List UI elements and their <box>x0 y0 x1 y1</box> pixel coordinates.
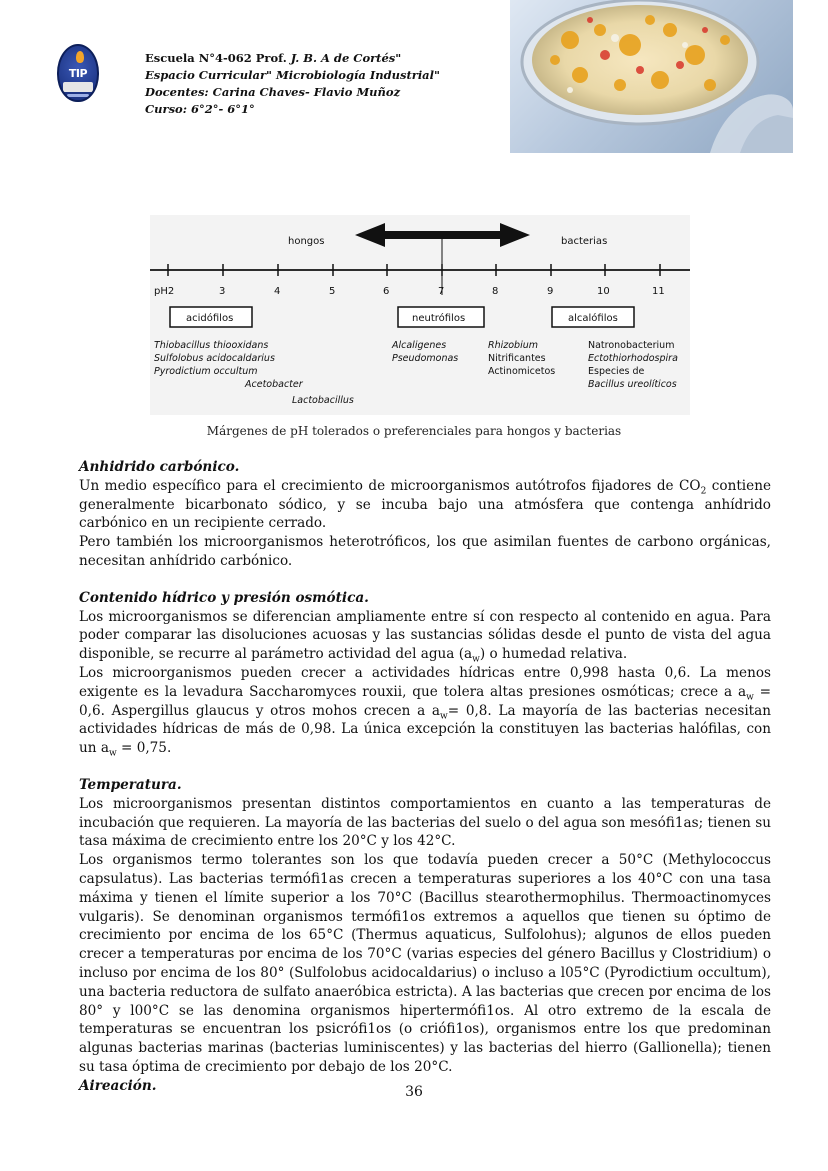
flame-icon <box>76 51 84 63</box>
label-fungi: hongos <box>288 236 325 247</box>
species-acid-1: Thiobacillus thiooxidans <box>154 340 269 351</box>
species-neutral-5: Actinomicetos <box>488 366 556 377</box>
section-title-co2: Anhidrido carbónico. <box>79 459 240 475</box>
section-title-water: Contenido hídrico y presión osmótica. <box>79 589 369 606</box>
petri-dish-photo <box>510 0 793 153</box>
section-title-temperature: Temperatura. <box>79 776 182 793</box>
species-neutral-4: Nitrificantes <box>488 353 546 364</box>
school-logo <box>57 44 99 102</box>
logo-letters: ТІР <box>68 67 88 80</box>
logo-band <box>63 82 93 92</box>
document-header <box>145 50 440 118</box>
ph-range-figure <box>150 215 690 415</box>
species-acid-4: Acetobacter <box>245 379 303 390</box>
paragraph-temperature-2: Los organismos termo tolerantes son los que todavía pueden crecer a 50°C (Methylococcus capsulatus). Las bacterias termófi1as crecen a temperaturas superiores a los 40°C con una tasa máxima y tienen el límite superior a los 70°C (Bacillus stearothermophilus. Thermoactinomyces vulgaris). Se denominan organismos termófi1os extremos a aquellos que tienen su óptimo de crecimiento por encima de los 65°C (Thermus aquaticus, Sulfolohus); algunos de ellos pueden crecer a temperaturas por encima de los 70°C (varias especies del género Bacillus y Clostridium) o incluso por encima de los 80° (Sulfolobus acidocaldarius) o incluso a l05°C (Pyrodictium occultum), una bacteria reductora de sulfato anaeróbica estricta). A las bacterias que crecen por encima de los 80° y l00°C se las denomina organismos hipertermófi1os. Al otro extremo de la escala de temperaturas se encuentran los psicrófi1os (o criófi1os), organismos entre los que predominan algunas bacterias marinas (bacterias luminiscentes) y las bacterias del hierro (Gallionella); tienen su tasa óptima de crecimiento por debajo de los 20°C. <box>79 852 771 1075</box>
ph-label: pH2 <box>154 286 175 297</box>
species-acid-3: Pyrodictium occultum <box>154 366 258 377</box>
label-bacteria: bacterias <box>561 236 608 247</box>
species-neutral-1: Alcaligenes <box>392 340 447 351</box>
species-acid-5: Lactobacillus <box>292 395 354 406</box>
document-body <box>79 458 771 1096</box>
ph-scale-diagram <box>150 215 690 415</box>
species-neutral-3: Rhizobium <box>488 340 539 351</box>
paragraph-co2-1: Un medio específico para el crecimiento de microorganismos autótrofos fijadores de $CO_2$ contiene generalmente bicarbonato sódico, y se incuba bajo una atmósfera que contenga anhídrido carbónico en un recipiente cerrado. <box>79 477 771 532</box>
tick-4: 4 <box>274 286 281 297</box>
species-alkaline-2: Ectothiorhodospira <box>588 353 678 364</box>
figure-caption: Márgenes de pH tolerados o preferenciales para hongos y bacterias <box>206 424 622 438</box>
tick-10: 10 <box>597 286 610 297</box>
tick-3: 3 <box>219 286 226 297</box>
species-alkaline-4: Bacillus ureolíticos <box>588 379 677 390</box>
section-title-aeration: Aireación. <box>79 1077 157 1094</box>
teachers-line: Docentes: Carina Chaves- Flavio Muñoz <box>145 85 401 99</box>
box-acidophiles-label: acidófilos <box>186 313 234 324</box>
tick-6: 6 <box>383 286 390 297</box>
box-alkaliphiles-label: alcalófilos <box>568 313 618 324</box>
paragraph-water-2: Los microorganismos pueden crecer a actividades hídricas entre 0,998 hasta 0,6. La menos exigente es la levadura Saccharomyces rouxii, que tolera altas presiones osmóticas; crece a $a_w = 0,6$. Aspergillus glaucus y otros mohos crecen a $a_w= 0,8$. La mayoría de las bacterias necesitan actividades hídricas de más de 0,98. La única excepción la constituyen las bacterias halófilas, con un $a_w = 0,75$. <box>79 664 771 759</box>
school-line: Escuela N°4-062 Prof. J. B. A de Cortés" <box>145 51 402 65</box>
species-alkaline-3: Especies de <box>588 366 645 377</box>
box-neutrophiles-label: neutrófilos <box>412 313 466 324</box>
tick-8: 8 <box>492 286 499 297</box>
species-neutral-2: Pseudomonas <box>392 353 459 364</box>
school-name: J. B. A de Cortés" <box>290 51 402 65</box>
petri-dish-illustration <box>510 0 793 153</box>
tick-11: 11 <box>652 286 665 297</box>
tick-7: 7 <box>438 286 445 297</box>
page-number: 36 <box>405 1084 423 1100</box>
species-alkaline-1: Natronobacterium <box>588 340 675 351</box>
tick-5: 5 <box>329 286 336 297</box>
paragraph-water-1: Los microorganismos se diferencian ampliamente entre sí con respecto al contenido en agua. Para poder comparar las disoluciones acuosas y las sustancias sólidas desde el punto de vista del agua disponible, se recurre al parámetro actividad del agua $(a_w)$ o humedad relativa. <box>79 608 771 665</box>
logo-band-secondary <box>67 94 89 97</box>
species-acid-2: Sulfolobus acidocaldarius <box>154 353 275 364</box>
paragraph-temperature-1: Los microorganismos presentan distintos comportamientos en cuanto a las temperaturas de incubación que requieren. La mayoría de las bacterias del suelo o del agua son mesófi1as; tienen su tasa máxima de crecimiento entre los 20°C y los 42°C. <box>79 795 771 850</box>
course-line: Curso: 6°2°- 6°1° <box>145 102 255 116</box>
paragraph-co2-2: Pero también los microorganismos heterotróficos, los que asimilan fuentes de carbono orgánicas, necesitan anhídrido carbónico. <box>79 534 771 569</box>
tick-9: 9 <box>547 286 554 297</box>
subject-line: Espacio Curricular" Microbiología Industrial" <box>145 68 440 82</box>
